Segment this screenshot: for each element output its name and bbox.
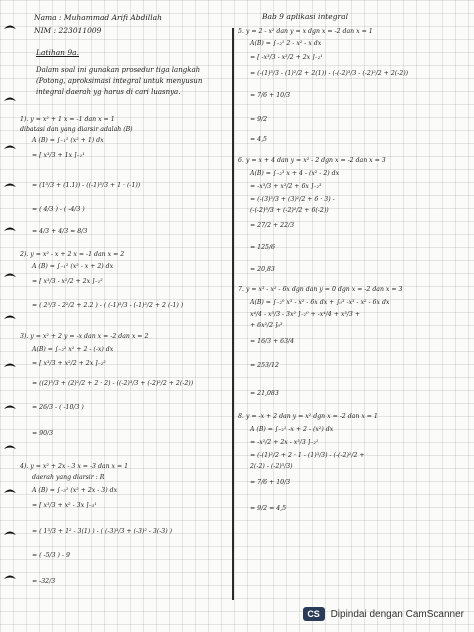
- column-divider: [232, 28, 234, 600]
- problem-line: A(B) = ∫₋₂² x² + 2 - (-x) dx: [32, 346, 114, 353]
- problem-line: = 20,83: [250, 266, 275, 273]
- camscanner-text: Dipindai dengan CamScanner: [330, 608, 464, 620]
- problem-line: (-(-2)³/3 + (-2)²/2 + 6(-2)): [250, 207, 329, 214]
- problem-line: A(B) = ∫₋₂¹ 2 - x² - x dx: [250, 40, 322, 47]
- problem-line: = (-(3)³/3 + (3)²/2 + 6 · 3) -: [250, 196, 335, 203]
- problem-line: = 7/6 + 10/3: [250, 92, 291, 99]
- problem-line: = 253/12: [250, 362, 279, 369]
- problem-line: x⁴/4 - x³/3 - 3x² ]₋₂⁰ + -x⁴/4 + x³/3 +: [250, 311, 361, 318]
- problem-line: = ( 2³/3 - 2²/2 + 2.2 ) - ( (-1)³/3 - (-1)²/2 + 2 (-1) ): [32, 302, 184, 309]
- problem-line: = -32/3: [32, 578, 56, 585]
- problem-line: = [ x³/3 - x²/2 + 2x ]₋₁²: [32, 278, 103, 285]
- binder-ring-icon: [3, 178, 17, 190]
- problem-line: = -x³/3 + x²/2 + 6x ]₋₂³: [250, 183, 322, 190]
- problem-line: = 4,5: [250, 136, 267, 143]
- intro-line: (Potong, aproksimasi integral untuk menyusun: [36, 77, 203, 85]
- problem-line: 8. y = -x + 2 dan y = x² dgn x = -2 dan x = 1: [238, 413, 378, 420]
- camscanner-logo-icon: CS: [303, 607, 325, 621]
- problem-line: = 27/2 + 22/3: [250, 222, 295, 229]
- problem-line: 3). y = x² + 2 y = -x dan x = -2 dan x = 2: [20, 333, 149, 340]
- problem-line: 5. y = 2 - x² dan y = x dgn x = -2 dan x = 1: [238, 28, 373, 35]
- problem-line: A(B) = ∫₋₂⁰ x³ - x² - 6x dx + ∫₀³ -x³ - x² - 6x dx: [250, 299, 390, 306]
- problem-line: daerah yang diarsir : R: [32, 474, 105, 481]
- problem-line: = ( 4/3 ) - ( -4/3 ): [32, 206, 85, 213]
- problem-line: A (B) = ∫₋₂¹ -x + 2 - (x²) dx: [250, 426, 334, 433]
- problem-line: 2(-2) - (-2)³/3): [250, 463, 293, 470]
- problem-line: A (B) = ∫₋₁² (x² - x + 2) dx: [32, 263, 114, 270]
- binder-ring-icon: [3, 310, 17, 322]
- binder-ring-icon: [3, 400, 17, 412]
- problem-line: = [ x³/3 + x²/2 + 2x ]₋₂²: [32, 360, 106, 367]
- problem-line: = 7/6 + 10/3: [250, 479, 291, 486]
- problem-line: 2). y = x² - x + 2 x = -1 dan x = 2: [20, 251, 125, 258]
- binder-ring-icon: [3, 526, 17, 538]
- camscanner-watermark: [303, 607, 464, 621]
- problem-line: = [ x³/3 + x² - 3x ]₋₃¹: [32, 502, 97, 509]
- problem-line: A (B) = ∫₋₁¹ (x² + 1) dx: [32, 137, 104, 144]
- binder-ring-icon: [3, 440, 17, 452]
- binder-ring-icon: [3, 92, 17, 104]
- student-nim: NIM : 223011009: [34, 26, 102, 35]
- problem-line: A (B) = ∫₋₃¹ (x² + 2x - 3) dx: [32, 487, 118, 494]
- binder-ring-icon: [3, 222, 17, 234]
- problem-line: = ( -5/3 ) - 9: [32, 552, 70, 559]
- student-name: Nama : Muhammad Arifi Abdillah: [34, 13, 162, 22]
- intro-line: integral daerah yg harus di cari luasnya.: [36, 88, 181, 96]
- problem-line: = 21,083: [250, 390, 279, 397]
- binder-ring-icon: [3, 20, 17, 32]
- problem-line: = ((2)³/3 + (2)²/2 + 2 · 2) - ((-2)³/3 + (-2)²/2 + 2(-2)): [32, 380, 194, 387]
- binder-ring-icon: [3, 484, 17, 496]
- problem-line: 6. y = x + 4 dan y = x² - 2 dgn x = -2 dan x = 3: [238, 157, 386, 164]
- problem-line: = 125/6: [250, 244, 275, 251]
- problem-line: 1). y = x² + 1 x = -1 dan x = 1: [20, 116, 115, 123]
- problem-line: = (-(1)²/2 + 2 · 1 - (1)³/3) - (-(-2)²/2 +: [250, 452, 365, 459]
- binder-ring-icon: [3, 140, 17, 152]
- problem-line: = 90/3: [32, 430, 54, 437]
- problem-line: = [ x³/3 + 1x ]₋₁¹: [32, 152, 85, 159]
- problem-line: = 9/2 = 4,5: [250, 505, 287, 512]
- problem-line: = 16/3 + 63/4: [250, 338, 295, 345]
- chapter-title: Bab 9 aplikasi integral: [262, 12, 348, 21]
- problem-line: = 9/2: [250, 116, 268, 123]
- problem-line: = [ -x³/3 - x²/2 + 2x ]₋₂¹: [250, 54, 323, 61]
- problem-line: = (-(1)³/3 - (1)²/2 + 2(1)) - (-(-2)³/3 - (-2)²/2 + 2(-2)): [250, 70, 409, 77]
- problem-line: = -x²/2 + 2x - x³/3 ]₋₂¹: [250, 439, 319, 446]
- intro-line: Dalam soal ini gunakan prosedur tiga langkah: [36, 66, 201, 74]
- exercise-title: Latihan 9a.: [36, 48, 80, 57]
- binder-ring-icon: [3, 358, 17, 370]
- binder-ring-icon: [3, 268, 17, 280]
- problem-line: 7. y = x³ - x² - 6x dgn dan y = 0 dgn x = -2 dan x = 3: [238, 286, 403, 293]
- problem-line: 4). y = x² + 2x - 3 x = -3 dan x = 1: [20, 463, 129, 470]
- problem-line: = 4/3 + 4/3 = 8/3: [32, 228, 88, 235]
- binder-ring-icon: [3, 570, 17, 582]
- problem-line: = ( 1³/3 + 1² - 3(1) ) - ( (-3)³/3 + (-3)² - 3(-3) ): [32, 528, 173, 535]
- problem-line: A(B) = ∫₋₂³ x + 4 - (x² - 2) dx: [250, 170, 340, 177]
- problem-line: + 6x²/2 ]₀³: [250, 322, 283, 329]
- problem-line: = (1³/3 + (1.1)) - ((-1)³/3 + 1 · (-1)): [32, 182, 141, 189]
- problem-line: dibatasi dan yang diarsir adalah (B): [20, 126, 133, 133]
- problem-line: = 26/3 - ( -10/3 ): [32, 404, 84, 411]
